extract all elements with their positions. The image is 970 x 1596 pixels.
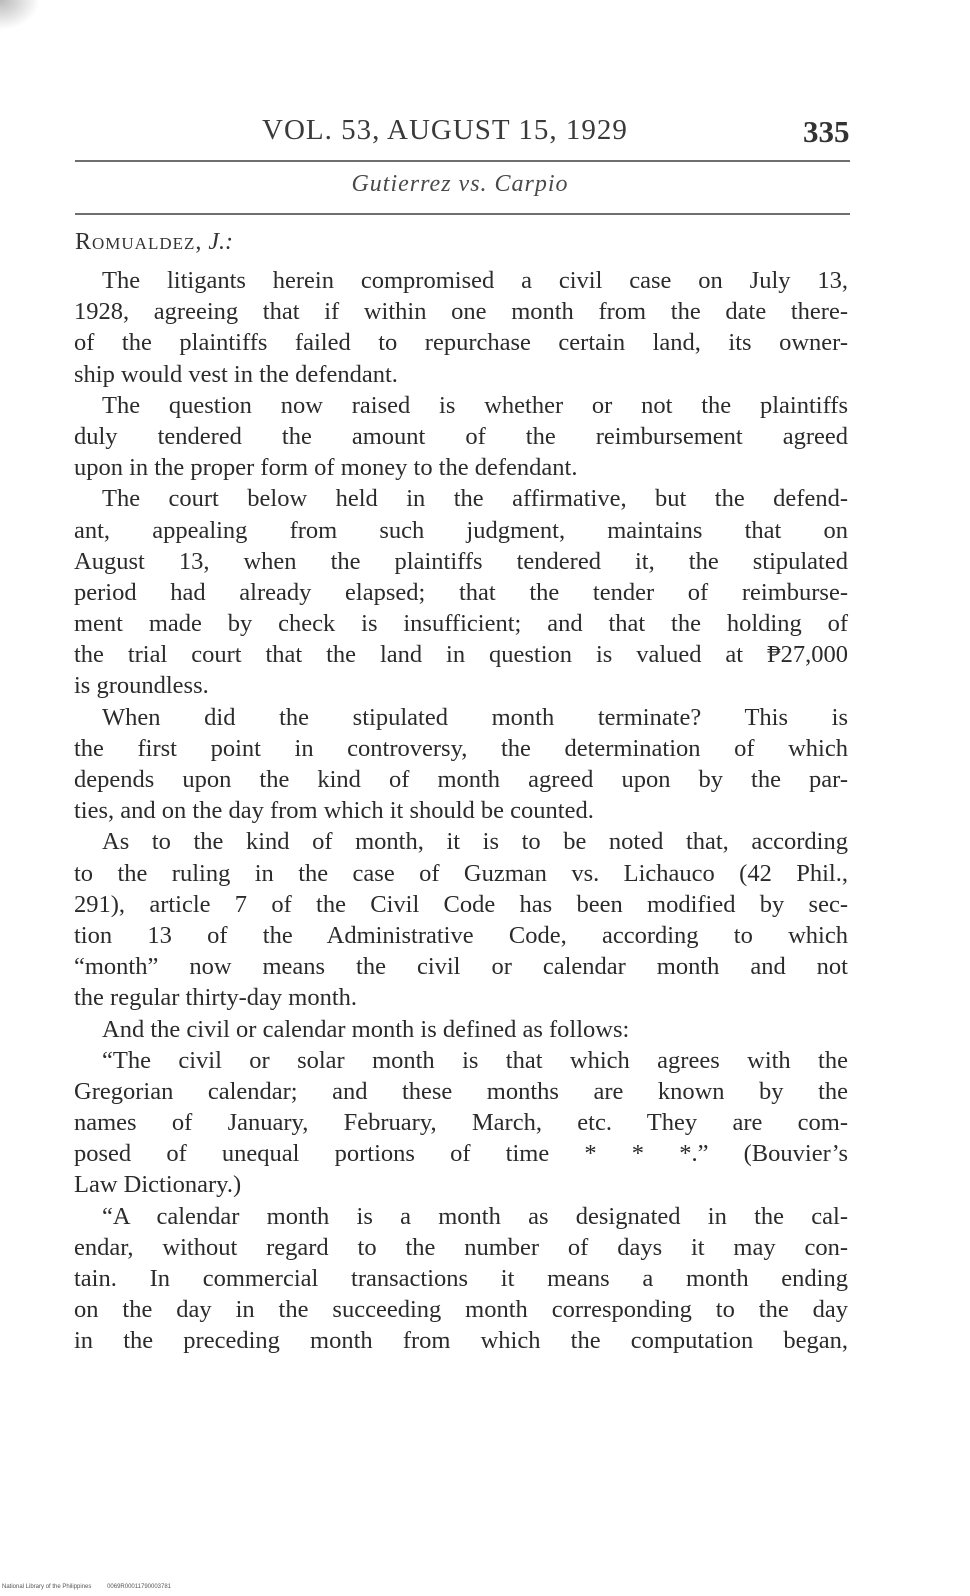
text-line: When did the stipulated month terminate? This is (102, 703, 848, 731)
text-line: on the day in the succeeding month corresponding to the day (74, 1296, 848, 1324)
text-line: period had already elapsed; that the tender of reimburse- (74, 578, 848, 606)
text-line: endar, without regard to the number of days it may con- (74, 1233, 848, 1261)
footer-library: National Library of the Philippines (2, 1584, 92, 1590)
text-line: The litigants herein compromised a civil case on July 13, (102, 267, 848, 294)
author-line (75, 229, 233, 256)
text-line: tain. In commercial transactions it means a month ending (74, 1265, 848, 1292)
running-head: VOL. 53, AUGUST 15, 1929 (262, 114, 628, 146)
case-title: Gutierrez vs. Carpio (351, 171, 569, 197)
text-line: ant, appealing from such judgment, maintains that on (74, 516, 848, 544)
author-name: Romualdez, (75, 229, 203, 255)
text-line: The question now raised is whether or not the plaintiffs (102, 391, 848, 419)
scan-footer (2, 1584, 185, 1590)
text-line: ties, and on the day from which it should be counted. (74, 797, 594, 825)
text-line: As to the kind of month, it is to be noted that, according (102, 828, 848, 856)
text-line: 291), article 7 of the Civil Code has been modified by sec- (74, 890, 848, 918)
text-line: “A calendar month is a month as designated in the cal- (102, 1202, 848, 1230)
text-line: in the preceding month from which the computation began, (74, 1327, 848, 1355)
body-text (74, 265, 848, 1357)
page-number: 335 (803, 114, 850, 149)
scan-shadow (0, 0, 40, 30)
text-line: upon in the proper form of money to the defendant. (74, 454, 578, 482)
text-line: Gregorian calendar; and these months are known by the (74, 1077, 848, 1105)
text-line: duly tendered the amount of the reimbursement agreed (74, 422, 848, 450)
text-line: is groundless. (74, 672, 209, 700)
text-line: tion 13 of the Administrative Code, according to which (74, 921, 848, 949)
text-line: August 13, when the plaintiffs tendered it, the stipulated (74, 547, 848, 575)
text-line: Law Dictionary.) (74, 1171, 242, 1199)
text-line: depends upon the kind of month agreed upon by the par- (74, 766, 848, 793)
text-line: posed of unequal portions of time * * *.” (Bouvier’s (74, 1140, 848, 1168)
author-suffix: J.: (208, 229, 234, 255)
text-line: “month” now means the civil or calendar month and not (74, 953, 848, 981)
text-line: of the plaintiffs failed to repurchase certain land, its owner- (74, 329, 848, 357)
header-rule-top (75, 160, 850, 162)
text-line: names of January, February, March, etc. They are com- (74, 1109, 848, 1137)
text-line: ment made by check is insufficient; and that the holding of (74, 610, 848, 638)
text-line: The court below held in the affirmative, but the defend- (102, 485, 848, 513)
text-line: the regular thirty-day month. (74, 984, 358, 1012)
footer-code: 0069R00011790003781 (107, 1584, 172, 1590)
text-line: ship would vest in the defendant. (74, 360, 398, 388)
text-line: 1928, agreeing that if within one month from the date there- (74, 298, 848, 326)
text-line: the trial court that the land in question is valued at ₱27,000 (74, 641, 848, 669)
text-line: And the civil or calendar month is defined as follows: (102, 1015, 630, 1043)
header-rule-bottom (75, 213, 850, 215)
text-line: the first point in controversy, the determination of which (74, 734, 848, 762)
text-line: to the ruling in the case of Guzman vs. Lichauco (42 Phil., (74, 859, 848, 887)
text-line: “The civil or solar month is that which agrees with the (102, 1046, 848, 1074)
